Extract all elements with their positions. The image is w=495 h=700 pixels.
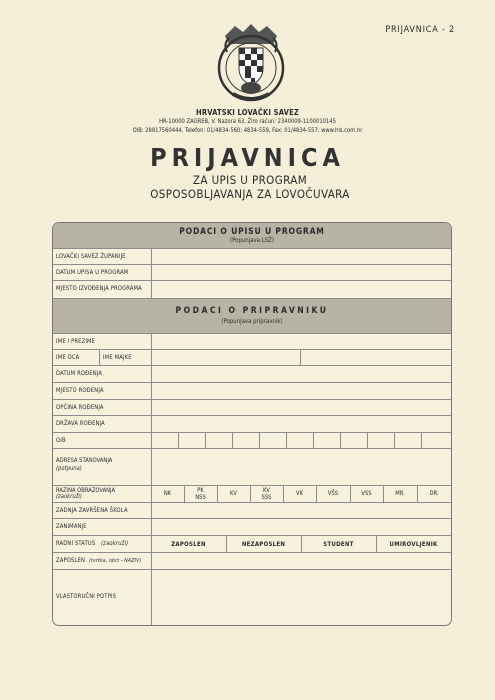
work-status-unemployed[interactable]: NEZAPOSLEN: [241, 541, 286, 548]
application-form: [52, 222, 452, 626]
field-label: MJESTO ROĐENJA: [56, 388, 104, 394]
field-label: IME I PREZIME: [56, 339, 96, 345]
field-note: (zaokruži): [56, 494, 82, 500]
field-label: VLASTORUČNI POTPIS: [56, 594, 117, 600]
work-status-employed[interactable]: ZAPOSLEN: [171, 541, 206, 548]
field-label-father: IME OCA: [56, 355, 80, 361]
form-title: PRIJAVNICA: [150, 143, 345, 172]
field-birth-date[interactable]: [53, 365, 451, 383]
education-option-vss[interactable]: VSS: [361, 491, 372, 497]
education-option-mr[interactable]: MR.: [395, 491, 405, 497]
work-status-retired[interactable]: UMIROVLJENIK: [389, 541, 438, 548]
form-subtitle: ZA UPIS U PROGRAM OSPOSOBLJAVANJA ZA LOVOČUVARA: [150, 173, 350, 201]
field-occupation[interactable]: [53, 518, 451, 536]
field-label: ZAPOSLEN: [56, 558, 85, 564]
field-employer[interactable]: [53, 552, 451, 570]
field-label: DRŽAVA ROĐENJA: [56, 421, 105, 427]
field-label: ZADNJA ZAVRŠENA ŠKOLA: [56, 508, 128, 514]
field-birth-municipality[interactable]: [53, 399, 451, 416]
education-option-kv-sss[interactable]: KV SSS: [261, 487, 272, 501]
hls-logo: [215, 22, 287, 106]
field-address[interactable]: [53, 448, 451, 486]
organization-contact: OIB: 28817560444, Telefon: 01/4834-560; 4834-559, Fax: 01/4834-557, www.hls.com.hr: [132, 128, 363, 134]
field-label: OPĆINA ROĐENJA: [56, 405, 104, 411]
education-option-dr[interactable]: DR.: [429, 491, 439, 497]
field-label: RADNI STATUS: [56, 541, 96, 547]
field-program-location[interactable]: [53, 280, 451, 298]
field-last-school[interactable]: [53, 502, 451, 519]
page-label: PRIJAVNICA - 2: [385, 25, 455, 35]
field-birth-country[interactable]: [53, 415, 451, 433]
field-enrollment-date[interactable]: [53, 264, 451, 281]
field-label: DATUM ROĐENJA: [56, 371, 103, 377]
field-note: (potpuna): [56, 466, 82, 472]
field-label: ZANIMANJE: [56, 524, 87, 530]
education-option-vk[interactable]: VK: [296, 491, 303, 497]
education-option-vss-higher[interactable]: VŠS: [327, 491, 339, 497]
organization-name: HRVATSKI LOVAČKI SAVEZ: [196, 108, 299, 117]
education-option-pk-nss[interactable]: PK NSS: [195, 487, 206, 501]
field-education-level: [53, 485, 451, 503]
field-note: (tvrtka, obrt - NAZIV): [89, 558, 142, 564]
field-label: ADRESA STANOVANJA: [56, 458, 113, 464]
field-label: MJESTO IZVOĐENJA PROGRAMA: [56, 286, 142, 292]
education-option-kv[interactable]: KV: [230, 491, 237, 497]
section-enrollment-title: PODACI O UPISU U PROGRAM: [179, 227, 325, 237]
field-label: OIB: [56, 438, 66, 444]
field-label-mother: IME MAJKE: [103, 355, 132, 361]
section-enrollment-note: (Popunjava LSŽ): [230, 237, 274, 244]
field-note: (zaokruži): [101, 541, 129, 547]
field-oib[interactable]: [53, 432, 451, 449]
section-enrollment-header: [53, 223, 451, 248]
work-status-student[interactable]: STUDENT: [323, 541, 354, 548]
section-trainee-note: (Popunjava pripravnik): [221, 318, 283, 325]
field-label: DATUM UPISA U PROGRAM: [56, 270, 129, 276]
section-trainee-header: [53, 298, 451, 334]
organization-address: HR-10000 ZAGREB, V. Nazora 63, Žiro račun: 2340009-1100010145: [159, 119, 336, 125]
field-label: RAZINA OBRAZOVANJA: [56, 488, 116, 494]
field-county-association[interactable]: [53, 248, 451, 265]
section-trainee-title: PODACI O PRIPRAVNIKU: [175, 306, 329, 316]
education-option-nk[interactable]: NK: [163, 491, 172, 497]
field-label: LOVAČKI SAVEZ ŽUPANIJE: [56, 254, 126, 260]
field-work-status: [53, 535, 451, 553]
field-birth-place[interactable]: [53, 382, 451, 400]
field-signature[interactable]: [53, 569, 451, 626]
field-full-name[interactable]: [53, 333, 451, 350]
field-parents[interactable]: [53, 349, 451, 366]
